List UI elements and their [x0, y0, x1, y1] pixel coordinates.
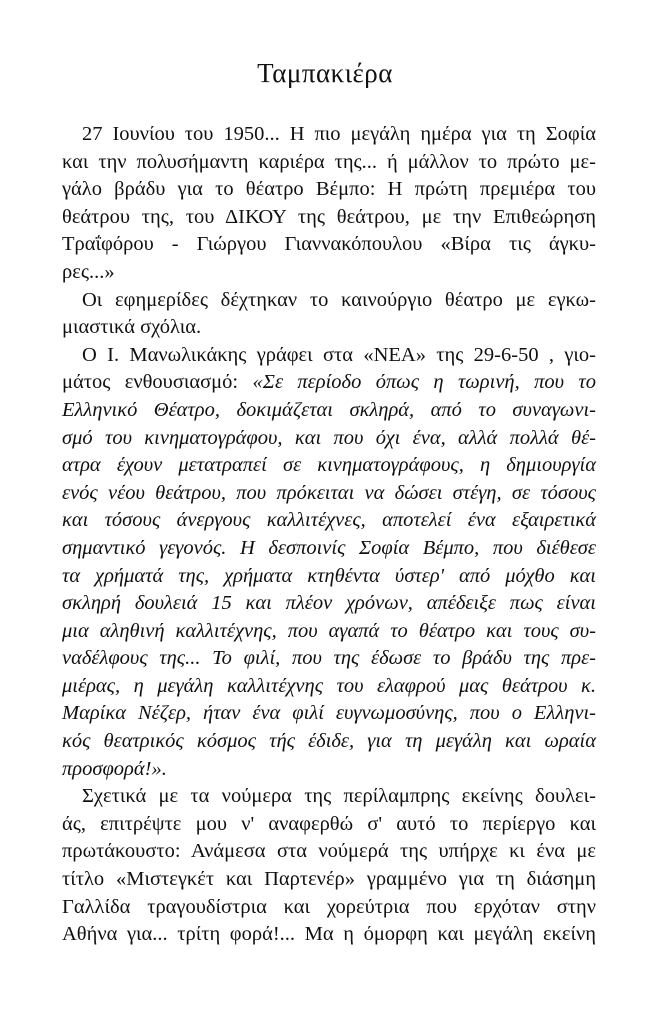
text-line: [62, 756, 596, 784]
text-line: [62, 231, 596, 259]
text-run: Γαλλίδα τραγουδίστρια και χορεύτρια που ερχόταν στην: [62, 895, 596, 918]
text-line: [62, 894, 596, 922]
text-line: [62, 921, 596, 949]
text-run: Τραΐφόρου - Γιώργου Γιαννακόπουλου «Βίρα τις άγκυ-: [62, 233, 596, 256]
quoted-text: ατρα έχουν μετατραπεί σε κινηματογράφους, η δημιουργία: [62, 454, 596, 477]
text-line: [62, 121, 596, 149]
text-line: [62, 176, 596, 204]
quoted-text: ενός νέου θεάτρου, που πρόκειται να δώσει στέγη, σε τόσους: [62, 481, 596, 504]
text-line: [62, 535, 596, 563]
quoted-text: μια αληθινή καλλιτέχνης, που αγαπά το θέατρο και τους συ-: [62, 619, 596, 642]
quoted-text: κός θεατρικός κόσμος τής έδιδε, για τη μεγάλη και ωραία: [62, 730, 596, 753]
text-run: και την πολυσήμαντη καριέρα της... ή μάλλον το πρώτο με-: [62, 150, 596, 173]
text-run: γάλο βράδυ για το θέατρο Βέμπο: Η πρώτη πρεμιέρα του: [62, 178, 596, 201]
quoted-text: σμό του κινηματογράφου, και που όχι ένα, αλλά πολλά θέ-: [62, 426, 596, 449]
text-line: [62, 728, 596, 756]
text-run: Σχετικά με τα νούμερα της περίλαμπρης εκείνης δουλει-: [82, 785, 596, 808]
text-line: [62, 425, 596, 453]
text-line: [62, 838, 596, 866]
text-line: [62, 452, 596, 480]
text-run: Αθήνα για... τρίτη φορά!... Μα η όμορφη και μεγάλη εκείνη: [62, 923, 596, 946]
text-line: [62, 287, 596, 315]
text-line: [62, 673, 596, 701]
quoted-text: «Σε περίοδο όπως η τωρινή, που το: [252, 371, 596, 394]
quoted-text: και τόσους άνεργους καλλιτέχνες, αποτελεί ένα εξαιρετικά: [62, 509, 596, 532]
text-run: μάτος ενθουσιασμό:: [62, 371, 253, 394]
text-line: [62, 149, 596, 177]
quoted-text: ναδέλφους της... Το φιλί, που της έδωσε το βράδυ της πρε-: [62, 647, 596, 670]
quoted-text: σκληρή δουλειά 15 και πλέον χρόνων, απέδειξε πως είναι: [62, 592, 596, 615]
text-run: μιαστικά σχόλια.: [62, 316, 202, 339]
quoted-text: προσφορά!».: [62, 757, 167, 780]
text-line: [62, 369, 596, 397]
text-run: 27 Ιουνίου του 1950... Η πιο μεγάλη ημέρα για τη Σοφία: [82, 123, 596, 145]
text-line: [62, 314, 596, 342]
quoted-text: τα χρήματά της, χρήματα κτηθέντα ύστερ' από μόχθο και: [62, 564, 596, 587]
text-line: [62, 563, 596, 591]
text-line: [62, 480, 596, 508]
body-text: [62, 121, 596, 949]
quoted-text: σημαντικό γεγονός. Η δεσποινίς Σοφία Βέμπο, που διέθεσε: [62, 536, 596, 559]
text-line: [62, 866, 596, 894]
text-run: Οι εφημερίδες δέχτηκαν το καινούργιο θέατρο με εγκω-: [82, 288, 596, 311]
text-line: [62, 590, 596, 618]
text-line: [62, 645, 596, 673]
text-line: [62, 507, 596, 535]
quoted-text: Μαρίκα Νέζερ, ήταν ένα φιλί ευγνωμοσύνης, που ο Ελληνι-: [62, 702, 596, 725]
text-line: [62, 204, 596, 232]
text-line: [62, 700, 596, 728]
text-run: Ο Ι. Μανωλικάκης γράφει στα «ΝΕΑ» της 29-6-50 , γιο-: [82, 343, 596, 366]
quoted-text: Ελληνικό Θέατρο, δοκιμάζεται σκληρά, από το συναγωνι-: [62, 398, 596, 421]
text-run: τίτλο «Μιστεγκέτ και Παρτενέρ» γραμμένο για τη διάσημη: [62, 868, 596, 891]
text-run: άς, επιτρέψτε μου ν' αναφερθώ σ' αυτό το περίεργο και: [62, 812, 596, 835]
text-run: θεάτρου της, του ΔΙΚΟΥ της θεάτρου, με την Επιθεώρηση: [62, 205, 596, 228]
text-line: [62, 342, 596, 370]
text-run: πρωτάκουστο: Ανάμεσα στα νούμερά της υπήρχε κι ένα με: [62, 840, 596, 863]
quoted-text: μιέρας, η μεγάλη καλλιτέχνης του ελαφρού μας θεάτρου κ.: [62, 674, 596, 697]
page-title: Ταμπακιέρα: [257, 58, 393, 88]
text-line: [62, 618, 596, 646]
text-line: [62, 259, 596, 287]
text-line: [62, 397, 596, 425]
text-line: [62, 783, 596, 811]
text-run: ρες...»: [62, 260, 115, 283]
text-line: [62, 811, 596, 839]
